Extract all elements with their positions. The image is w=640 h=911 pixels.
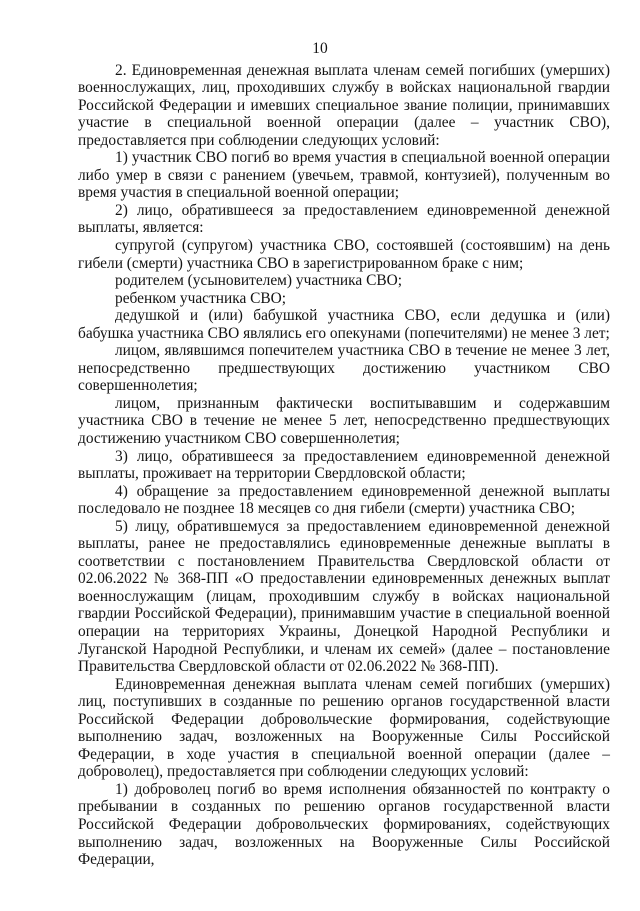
document-body [78, 62, 610, 869]
paragraph: 2. Единовременная денежная выплата членам семей погибших (умерших) военнослужащих, лиц, проходивших службу в войсках национальной гвардии Российской Федерации и имевших специальное звание полиции, принимавших участие в специальной военной операции (далее – участник СВО), предоставляется при соблюдении следующих условий: [78, 61, 610, 149]
paragraph: родителем (усыновителем) участника СВО; [115, 272, 403, 290]
paragraph: 3) лицо, обратившееся за предоставлением единовременной денежной выплаты, проживает на территории Свердловской области; [78, 447, 610, 483]
paragraph: лицом, признанным фактически воспитывавшим и содержавшим участника СВО в течение не менее 5 лет, непосредственно предшествующих достижению участником СВО совершеннолетия; [78, 394, 610, 447]
paragraph: 1) участник СВО погиб во время участия в специальной военной операции либо умер в связи с ранением (увечьем, травмой, контузией), полученным во время участия в специальной военной операции; [78, 149, 610, 202]
paragraph: дедушкой и (или) бабушкой участника СВО, если дедушка и (или) бабушка участника СВО являлись его опекунами (попечителями) не менее 3 лет; [78, 307, 610, 342]
paragraph: 4) обращение за предоставлением единовременной денежной выплаты последовало не позднее 18 месяцев со дня гибели (смерти) участника СВО; [78, 482, 610, 518]
paragraph: Единовременная денежная выплата членам семей погибших (умерших) лиц, поступивших в созданные по решению органов государственной власти Российской Федерации добровольческие формирования, содействующие выполнению задач, возложенных на Вооруженные Силы Российской Федерации, в ходе участия в специальной военной операции (далее – доброволец), предоставляется при соблюдении следующих условий: [78, 675, 610, 781]
paragraph: 5) лицу, обратившемуся за предоставлением единовременной денежной выплаты, ранее не предоставлялись единовременные денежные выплаты в соответствии с постановлением Правительства Свердловской области от 02.06.2022 № 368-ПП «О предоставлении единовременных денежных выплат военнослужащим (лицам, проходившим службу в войсках национальной гвардии Российской Федерации), принимавшим участие в специальной военной операции на территориях Украины, Донецкой Народной Республики и Луганской Народной Республики, и членам их семей» (далее – постановление Правительства Свердловской области от 02.06.2022 № 368-ПП). [78, 517, 610, 676]
paragraph: супругой (супругом) участника СВО, состоявшей (состоявшим) на день гибели (смерти) участника СВО в зарегистрированном браке с ним; [78, 236, 610, 272]
paragraph: лицом, являвшимся попечителем участника СВО в течение не менее 3 лет, непосредственно предшествующих достижению участником СВО совершеннолетия; [78, 342, 610, 395]
paragraph: 2) лицо, обратившееся за предоставлением единовременной денежной выплаты, является: [78, 201, 610, 237]
paragraph: ребенком участника СВО; [115, 289, 287, 307]
paragraph: 1) доброволец погиб во время исполнения обязанностей по контракту о пребывании в созданных по решению органов государственной власти Российской Федерации добровольческих формированиях, содействующих выполнению задач, возложенных на Вооруженные Силы Российской Федерации, [78, 780, 610, 869]
page-number: 10 [312, 40, 328, 57]
